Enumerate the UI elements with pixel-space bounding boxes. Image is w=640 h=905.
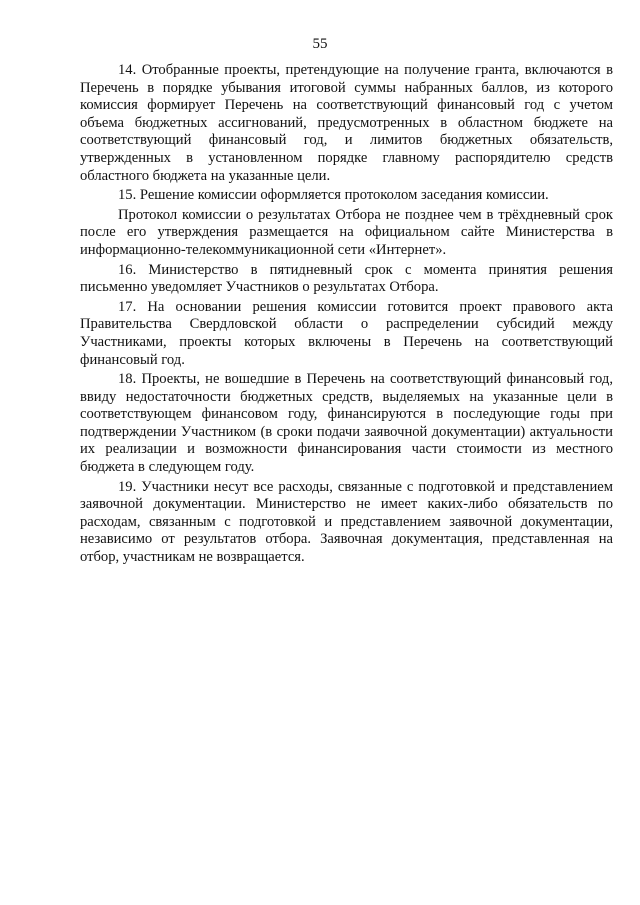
paragraph-18: 18. Проекты, не вошедшие в Перечень на соответствующий финансовый год, ввиду недостаточности бюджетных средств, выделяемых на указанные цели в соответствующем финансовом году, финансируются в последующие годы при подтверждении Участником (в сроки подачи заявочной документации) актуальности их реализации и возможности финансирования части стоимости из местного бюджета в следующем году. [80, 371, 613, 476]
paragraph-protocol: Протокол комиссии о результатах Отбора не позднее чем в трёхдневный срок после его утверждения размещается на официальном сайте Министерства в информационно-телекоммуникационной сети «Интернет». [80, 206, 613, 258]
paragraph-19: 19. Участники несут все расходы, связанные с подготовкой и представлением заявочной документации. Министерство не имеет каких-либо обязательств по расходам, связанным с подготовкой и представлением заявочной документации, независимо от результатов отбора. Заявочная документация, представленная на отбор, участникам не возвращается. [80, 478, 613, 566]
paragraph-17: 17. На основании решения комиссии готовится проект правового акта Правительства Свердловской области о распределении субсидий между Участниками, проекты которых включены в Перечень на соответствующий финансовый год. [80, 298, 613, 368]
document-body [80, 62, 613, 569]
paragraph-16: 16. Министерство в пятидневный срок с момента принятия решения письменно уведомляет Участников о результатах Отбора. [80, 261, 613, 296]
page-number: 55 [312, 36, 328, 52]
paragraph-15: 15. Решение комиссии оформляется протоколом заседания комиссии. [118, 187, 549, 204]
paragraph-14: 14. Отобранные проекты, претендующие на получение гранта, включаются в Перечень в порядке убывания итоговой суммы набранных баллов, из которого комиссия формирует Перечень на соответствующий финансовый год с учетом объема бюджетных ассигнований, предусмотренных в областном бюджете на соответствующий финансовый год, и лимитов бюджетных обязательств, утвержденных в установленном порядке главному распорядителю средств областного бюджета на указанные цели. [80, 62, 613, 184]
